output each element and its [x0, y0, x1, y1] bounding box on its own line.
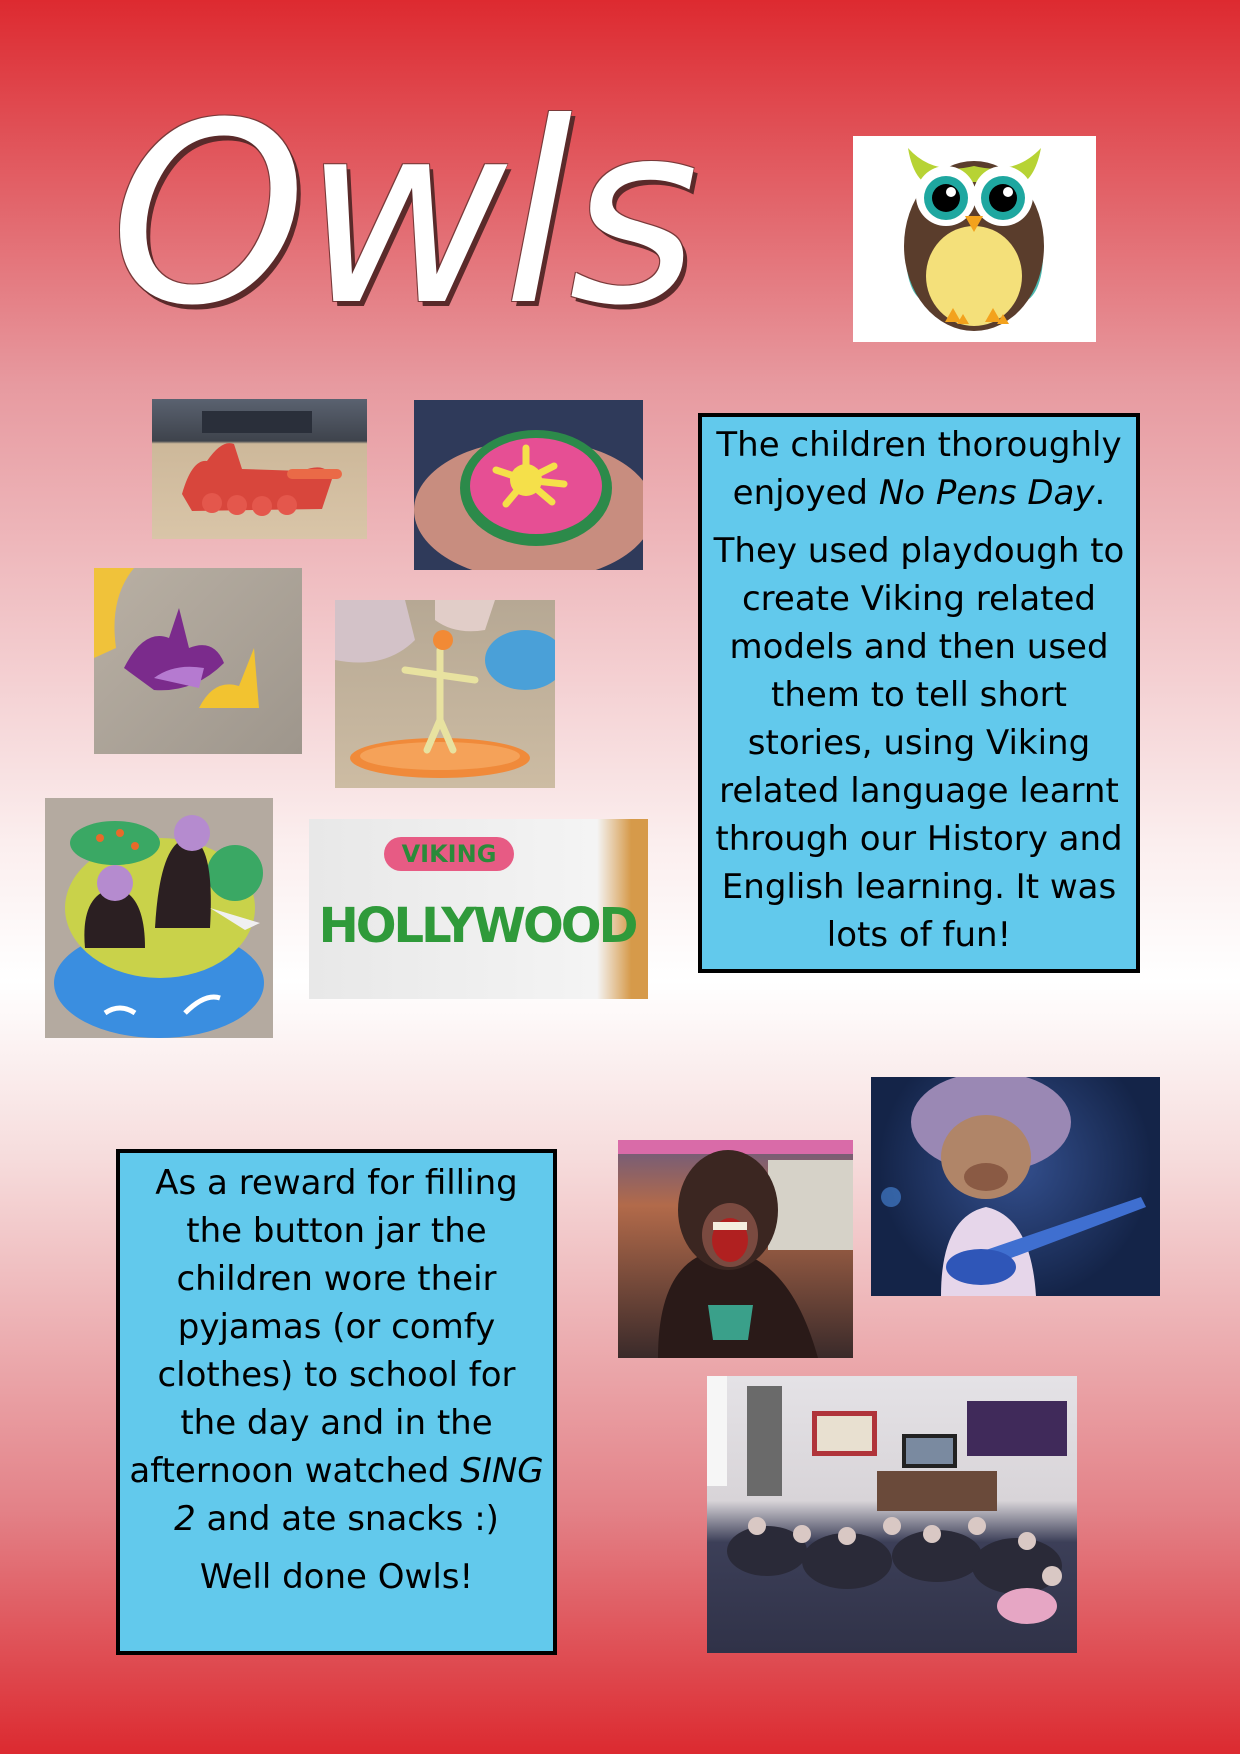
photo-playdough-hollywood-sign — [309, 819, 648, 999]
reward-text: As a reward for filling the button jar the children wore their pyjamas (or comfy clothes) to school for the day and in the afternoon watched — [129, 1163, 518, 1491]
intro-end: . — [1094, 473, 1106, 513]
photo-gorilla-character — [618, 1140, 853, 1358]
photo-classroom-watching-film — [707, 1376, 1077, 1653]
page-title: Owls — [110, 69, 695, 360]
photo-porcupine-character — [871, 1077, 1160, 1296]
sign-top-text: VIKING — [384, 837, 514, 871]
sing-2-title: SING 2 — [174, 1451, 544, 1539]
photo-playdough-purple-boat — [94, 568, 302, 754]
pyjama-day-textbox — [116, 1149, 557, 1655]
photo-playdough-stick-figure — [335, 600, 555, 788]
no-pens-day-textbox — [698, 413, 1140, 973]
intro-text: The children thoroughly enjoyed — [716, 425, 1122, 513]
sign-bottom-text: HOLLYWOOD — [318, 898, 636, 954]
photo-playdough-viking-ship — [152, 399, 367, 539]
playdough-description: They used playdough to create Viking related models and then used them to tell short stories, using Viking related language learnt through our History and English learning. It was lots of fun! — [713, 531, 1125, 955]
well-done-message: Well done Owls! — [199, 1557, 474, 1597]
photo-playdough-island — [45, 798, 273, 1038]
photo-playdough-sun — [414, 400, 643, 570]
snacks-text: and ate snacks :) — [195, 1499, 499, 1539]
no-pens-day-title: No Pens Day — [878, 473, 1095, 513]
pyjama-day-description — [126, 1159, 547, 1543]
owl-clipart — [853, 136, 1096, 342]
no-pens-day-intro — [708, 421, 1130, 517]
owl-icon — [853, 136, 1096, 342]
